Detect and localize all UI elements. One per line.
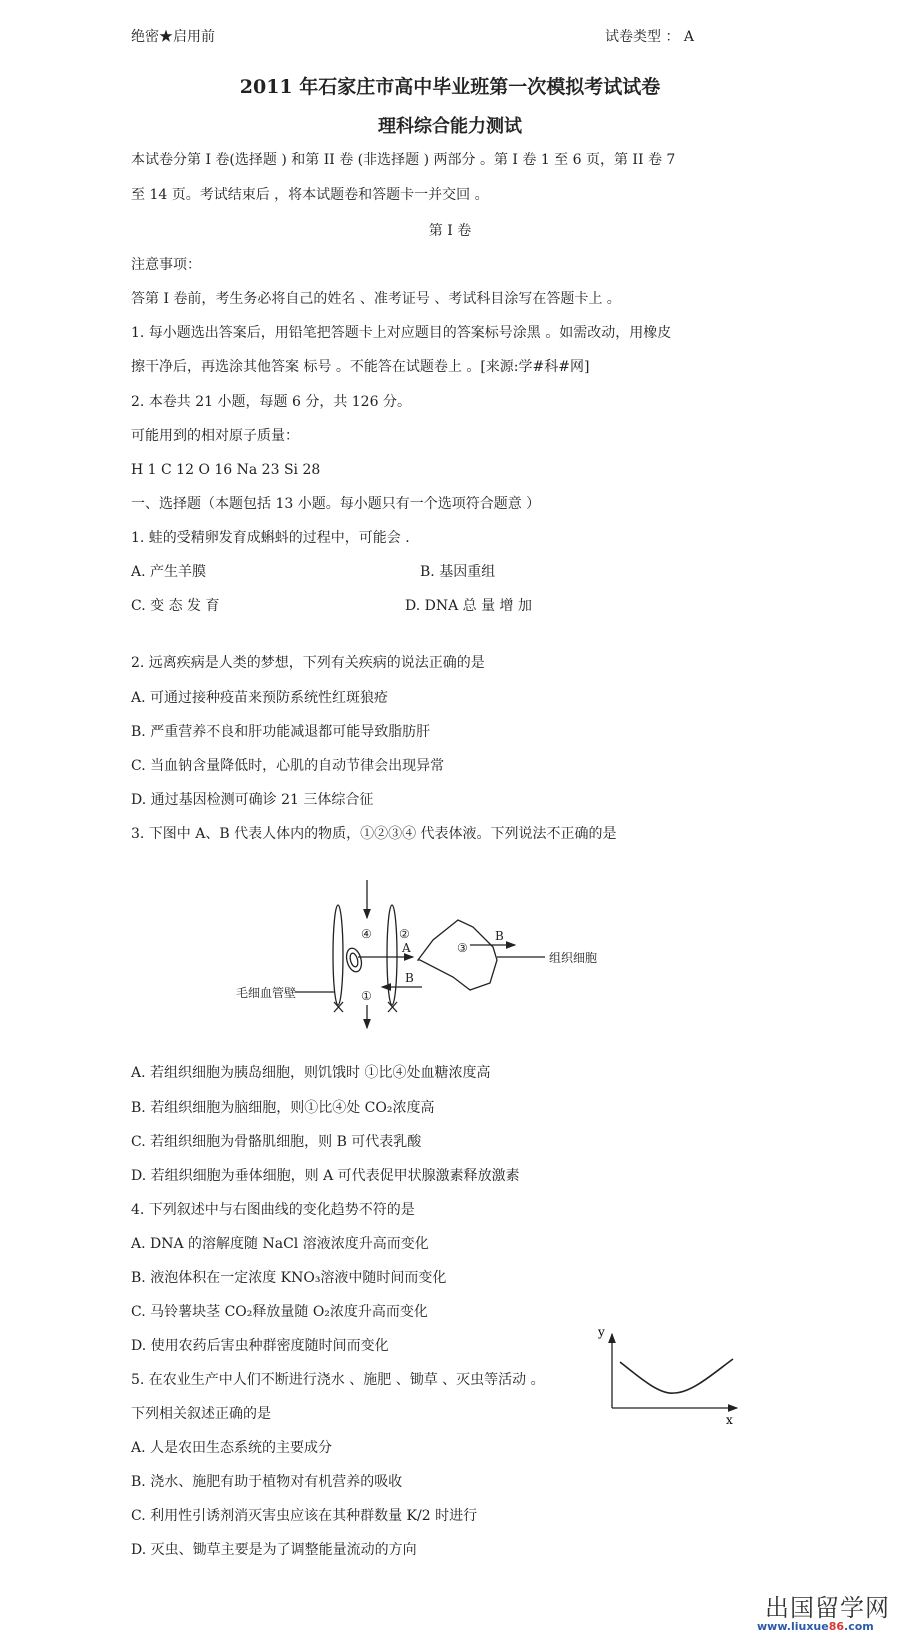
watermark-url-part: 86 bbox=[828, 1620, 845, 1633]
blood-cell-inner bbox=[349, 952, 359, 967]
option-c: C. 利用性引诱剂消灭害虫应该在其种群数量 K/2 时进行 bbox=[131, 1508, 478, 1524]
note-line: 2. 本卷共 21 小题，每题 6 分，共 126 分。 bbox=[131, 394, 411, 410]
notes-heading: 注意事项： bbox=[131, 257, 201, 273]
label-tissue-cell: 组织细胞 bbox=[549, 951, 598, 965]
trend-curve-graph bbox=[580, 1320, 750, 1430]
label-4: ④ bbox=[361, 927, 372, 941]
section-label: 第 I 卷 bbox=[428, 223, 472, 239]
watermark-url-part: www.liuxue bbox=[757, 1620, 829, 1633]
option-d: D. 灭虫、锄草主要是为了调整能量流动的方向 bbox=[131, 1542, 417, 1558]
option-c: C. 当血钠含量降低时，心肌的自动节律会出现异常 bbox=[131, 758, 445, 774]
option-d: D. 若组织细胞为垂体细胞，则 A 可代表促甲状腺激素释放激素 bbox=[131, 1168, 520, 1184]
page-subtitle: 理科综合能力测试 bbox=[378, 116, 522, 137]
question-stem-continued: 下列相关叙述正确的是 bbox=[131, 1406, 271, 1422]
label-3: ③ bbox=[457, 941, 468, 955]
classification-label: 绝密★启用前 bbox=[131, 29, 215, 45]
option-b: B. 液泡体积在一定浓度 KNO₃溶液中随时间而变化 bbox=[131, 1270, 447, 1286]
blood-cell-outer bbox=[344, 947, 364, 974]
option-b: B. 严重营养不良和肝功能减退都可能导致脂肪肝 bbox=[131, 724, 431, 740]
label-b-top: B bbox=[495, 929, 504, 943]
option-a: A. 产生羊膜 bbox=[131, 564, 207, 580]
watermark-url-part: .com bbox=[844, 1620, 874, 1633]
label-1: ① bbox=[361, 989, 372, 1003]
option-b: B. 浇水、施肥有助于植物对有机营养的吸收 bbox=[131, 1474, 403, 1490]
watermark-logo: 出国留学网 bbox=[765, 1594, 890, 1622]
tissue-cell bbox=[418, 920, 497, 990]
intro-line: 至 14 页。考试结束后 ，将本试题卷和答题卡一并交回 。 bbox=[131, 187, 489, 203]
option-b: B. 若组织细胞为脑细胞，则①比④处 CO₂浓度高 bbox=[131, 1100, 435, 1116]
watermark-url bbox=[757, 1620, 874, 1633]
option-c: C. 变 态 发 育 bbox=[131, 598, 220, 614]
note-line: 答第 I 卷前，考生务必将自己的姓名 、准考证号 、考试科目涂写在答题卡上 。 bbox=[131, 291, 621, 307]
option-a: A. 可通过接种疫苗来预防系统性红斑狼疮 bbox=[131, 690, 389, 706]
question-stem: 5. 在农业生产中人们不断进行浇水 、施肥 、锄草 、灭虫等活动 。 bbox=[131, 1372, 545, 1388]
option-d: D. 使用农药后害虫种群密度随时间而变化 bbox=[131, 1338, 389, 1354]
note-line: H 1 C 12 O 16 Na 23 Si 28 bbox=[131, 462, 321, 478]
option-a: A. 若组织细胞为胰岛细胞，则饥饿时 ①比④处血糖浓度高 bbox=[131, 1065, 491, 1081]
label-2: ② bbox=[399, 927, 410, 941]
question-stem: 3. 下图中 A、B 代表人体内的物质，①②③④ 代表体液。下列说法不正确的是 bbox=[131, 826, 617, 842]
question-stem: 2. 远离疾病是人类的梦想，下列有关疾病的说法正确的是 bbox=[131, 655, 485, 671]
option-d: D. DNA 总 量 增 加 bbox=[405, 598, 533, 614]
x-axis-label: x bbox=[726, 1413, 733, 1427]
note-line: 1. 每小题选出答案后，用铅笔把答题卡上对应题目的答案标号涂黑 。如需改动，用橡皮 bbox=[131, 325, 672, 341]
label-capillary-wall: 毛细血管壁 bbox=[236, 986, 297, 1000]
option-a: A. 人是农田生态系统的主要成分 bbox=[131, 1440, 333, 1456]
note-line: 擦干净后，再选涂其他答案 标号 。不能答在试题卷上 。[来源:学#科#网] bbox=[131, 359, 590, 375]
option-d: D. 通过基因检测可确诊 21 三体综合征 bbox=[131, 792, 374, 808]
capillary-wall-left bbox=[333, 905, 343, 1005]
option-a: A. DNA 的溶解度随 NaCl 溶液浓度升高而变化 bbox=[131, 1236, 429, 1252]
paper-type-label: 试卷类型 ： A bbox=[605, 29, 695, 45]
label-a: A bbox=[402, 941, 411, 955]
y-axis-label: y bbox=[598, 1325, 605, 1339]
label-b-bottom: B bbox=[405, 971, 414, 985]
question-stem: 4. 下列叙述中与右图曲线的变化趋势不符的是 bbox=[131, 1202, 415, 1218]
question-stem: 1. 蛙的受精卵发育成蝌蚪的过程中，可能会 . bbox=[131, 530, 410, 546]
note-line: 可能用到的相对原子质量： bbox=[131, 428, 299, 444]
option-c: C. 若组织细胞为骨骼肌细胞，则 B 可代表乳酸 bbox=[131, 1134, 422, 1150]
page-title: 2011 年石家庄市高中毕业班第一次模拟考试试卷 bbox=[239, 76, 661, 98]
option-c: C. 马铃薯块茎 CO₂释放量随 O₂浓度升高而变化 bbox=[131, 1304, 428, 1320]
option-b: B. 基因重组 bbox=[420, 564, 496, 580]
intro-line: 本试卷分第 I 卷(选择题 ) 和第 II 卷 (非选择题 ) 两部分 。第 I 卷 1 至 6 页，第 II 卷 7 bbox=[131, 152, 676, 168]
part-one-heading: 一、选择题（本题包括 13 小题。每小题只有一个选项符合题意 ） bbox=[131, 496, 541, 512]
capillary-wall-right bbox=[387, 905, 397, 1005]
trend-curve bbox=[620, 1359, 733, 1393]
